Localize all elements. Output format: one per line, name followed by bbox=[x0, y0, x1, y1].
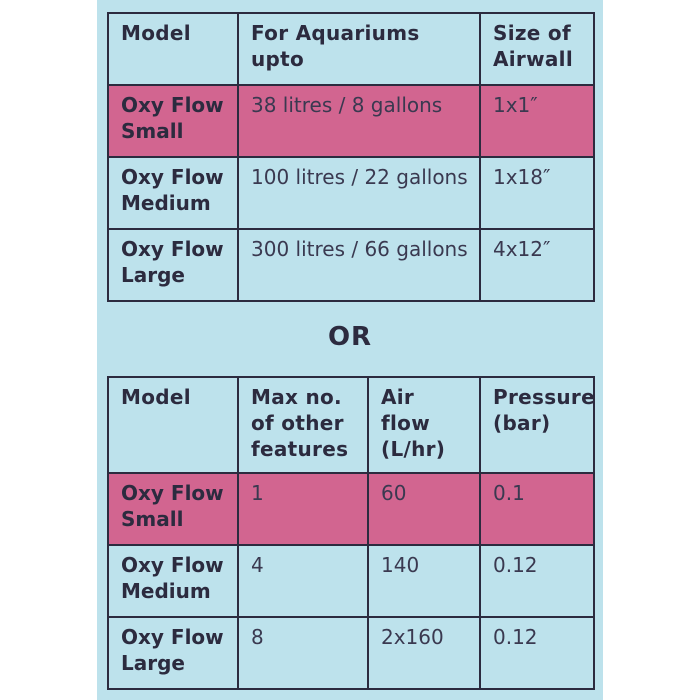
header-features: Max no. of other features bbox=[238, 377, 368, 473]
table-row bbox=[108, 545, 594, 617]
table-row bbox=[108, 617, 594, 689]
table-header-row bbox=[108, 13, 594, 85]
header-pressure: Pressure (bar) bbox=[480, 377, 594, 473]
aquarium-cell: 100 litres / 22 gallons bbox=[238, 157, 480, 229]
table-header-row bbox=[108, 377, 594, 473]
aquarium-size-table bbox=[107, 12, 595, 302]
airwall-cell: 4x12″ bbox=[480, 229, 594, 301]
model-cell: Oxy Flow Large bbox=[108, 229, 238, 301]
pressure-cell: 0.1 bbox=[480, 473, 594, 545]
header-airwall: Size of Airwall bbox=[480, 13, 594, 85]
features-cell: 4 bbox=[238, 545, 368, 617]
header-airflow: Air flow (L/hr) bbox=[368, 377, 480, 473]
table-row bbox=[108, 85, 594, 157]
table-row bbox=[108, 157, 594, 229]
airwall-cell: 1x18″ bbox=[480, 157, 594, 229]
header-aquarium: For Aquariums upto bbox=[238, 13, 480, 85]
model-cell: Oxy Flow Small bbox=[108, 473, 238, 545]
airflow-cell: 2x160 bbox=[368, 617, 480, 689]
header-model: Model bbox=[108, 13, 238, 85]
airflow-cell: 140 bbox=[368, 545, 480, 617]
model-cell: Oxy Flow Medium bbox=[108, 157, 238, 229]
model-cell: Oxy Flow Medium bbox=[108, 545, 238, 617]
model-cell: Oxy Flow Small bbox=[108, 85, 238, 157]
or-separator: OR bbox=[327, 322, 373, 352]
airwall-cell: 1x1″ bbox=[480, 85, 594, 157]
table-row bbox=[108, 473, 594, 545]
aquarium-cell: 300 litres / 66 gallons bbox=[238, 229, 480, 301]
table-row bbox=[108, 229, 594, 301]
model-cell: Oxy Flow Large bbox=[108, 617, 238, 689]
air-flow-table bbox=[107, 376, 595, 690]
airflow-cell: 60 bbox=[368, 473, 480, 545]
aquarium-cell: 38 litres / 8 gallons bbox=[238, 85, 480, 157]
header-model: Model bbox=[108, 377, 238, 473]
pressure-cell: 0.12 bbox=[480, 617, 594, 689]
pressure-cell: 0.12 bbox=[480, 545, 594, 617]
features-cell: 8 bbox=[238, 617, 368, 689]
features-cell: 1 bbox=[238, 473, 368, 545]
